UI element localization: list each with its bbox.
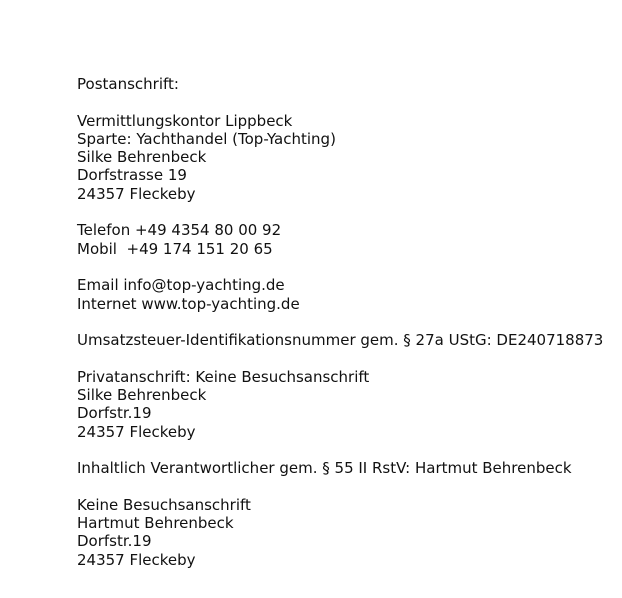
postal-heading: Postanschrift: bbox=[77, 75, 179, 93]
spacer bbox=[77, 313, 617, 331]
website-address: Internet www.top-yachting.de bbox=[77, 294, 300, 313]
responsible-name: Hartmut Behrenbeck bbox=[77, 514, 234, 533]
company-name: Vermittlungskontor Lippbeck bbox=[77, 111, 293, 130]
postal-address-block bbox=[77, 112, 617, 203]
private-name: Silke Behrenbeck bbox=[77, 386, 207, 405]
spacer bbox=[77, 441, 617, 459]
spacer bbox=[77, 93, 617, 111]
phone-number: Telefon +49 4354 80 00 92 bbox=[77, 221, 282, 240]
responsible-city: 24357 Fleckeby bbox=[77, 550, 196, 569]
online-contact-block bbox=[77, 276, 617, 313]
city-address: 24357 Fleckeby bbox=[77, 184, 196, 203]
responsible-address-block bbox=[77, 496, 617, 569]
phone-block bbox=[77, 221, 617, 258]
street-address: Dorfstrasse 19 bbox=[77, 166, 187, 185]
email-address: Email info@top-yachting.de bbox=[77, 276, 285, 295]
spacer bbox=[77, 258, 617, 276]
private-city: 24357 Fleckeby bbox=[77, 422, 196, 441]
responsible-address-label: Keine Besuchsanschrift bbox=[77, 495, 251, 514]
spacer bbox=[77, 478, 617, 496]
responsible-person: Inhaltlich Verantwortlicher gem. § 55 II RstV: Hartmut Behrenbeck bbox=[77, 459, 572, 478]
imprint-document bbox=[77, 75, 617, 569]
contact-name: Silke Behrenbeck bbox=[77, 148, 207, 167]
private-street: Dorfstr.19 bbox=[77, 404, 152, 423]
mobile-number: Mobil +49 174 151 20 65 bbox=[77, 239, 273, 258]
spacer bbox=[77, 203, 617, 221]
responsible-street: Dorfstr.19 bbox=[77, 532, 152, 551]
vat-id: Umsatzsteuer-Identifikationsnummer gem. § 27a UStG: DE240718873 bbox=[77, 331, 604, 350]
spacer bbox=[77, 349, 617, 367]
private-address-block bbox=[77, 368, 617, 441]
private-address-label: Privatanschrift: Keine Besuchsanschrift bbox=[77, 367, 370, 386]
company-division: Sparte: Yachthandel (Top-Yachting) bbox=[77, 129, 336, 148]
